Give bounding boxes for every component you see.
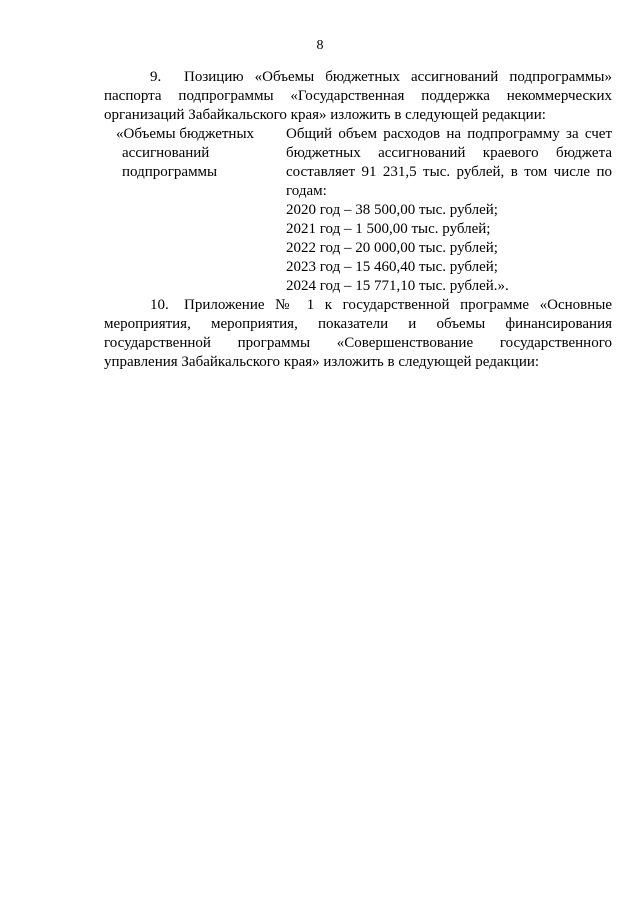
left-line-2: ассигнований bbox=[122, 145, 210, 161]
document-body bbox=[104, 68, 612, 372]
item-10-number: 10. bbox=[150, 297, 169, 313]
budget-allocation-table bbox=[104, 125, 612, 296]
year-line-2022: 2022 год – 20 000,00 тыс. рублей; bbox=[286, 240, 498, 256]
year-line-2023: 2023 год – 15 460,40 тыс. рублей; bbox=[286, 259, 498, 275]
table-right-column bbox=[282, 125, 612, 296]
year-line-2024: 2024 год – 15 771,10 тыс. рублей.». bbox=[286, 278, 509, 294]
item-9-number: 9. bbox=[150, 69, 162, 85]
budget-description: Общий объем расходов на подпрограмму за счет бюджетных ассигнований краевого бюджета составляет 91 231,5 тыс. рублей, в том числе по годам: bbox=[286, 126, 612, 199]
left-line-1: «Объемы бюджетных bbox=[116, 126, 255, 142]
item-10-text: Приложение № 1 к государственной программе «Основные мероприятия, мероприятия, показатели и объемы финансирования государственной программы «Совершенствование государственного управления Забайкальского края» изложить в следующей редакции: bbox=[104, 297, 612, 370]
table-left-column bbox=[104, 125, 282, 296]
year-line-2020: 2020 год – 38 500,00 тыс. рублей; bbox=[286, 202, 498, 218]
item-9-text: Позицию «Объемы бюджетных ассигнований подпрограммы» паспорта подпрограммы «Государственная поддержка некоммерческих организаций Забайкальского края» изложить в следующей редакции: bbox=[104, 69, 612, 123]
year-line-2021: 2021 год – 1 500,00 тыс. рублей; bbox=[286, 221, 491, 237]
paragraph-item-10 bbox=[104, 296, 612, 372]
page-number: 8 bbox=[316, 38, 324, 53]
paragraph-item-9 bbox=[104, 68, 612, 125]
left-line-3: подпрограммы bbox=[122, 164, 218, 180]
